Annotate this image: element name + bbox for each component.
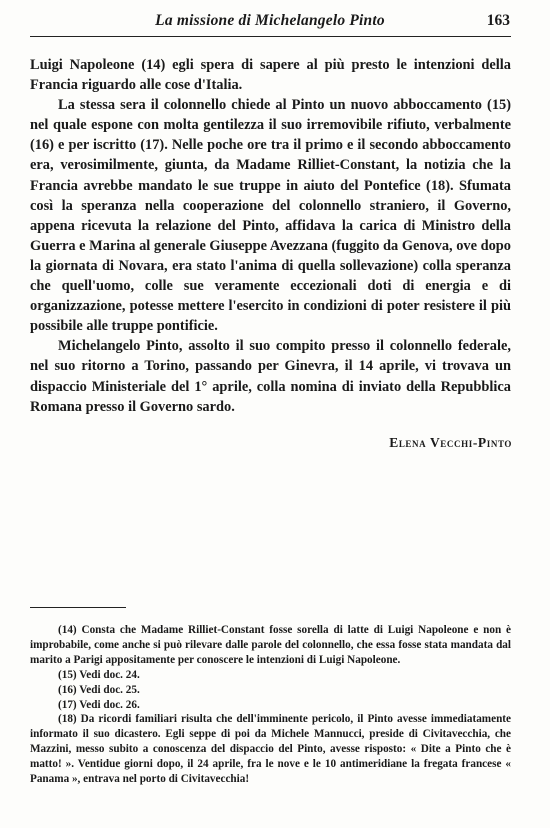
main-text xyxy=(30,55,511,417)
author-signature: Elena Vecchi-Pinto xyxy=(389,435,512,450)
paragraph-continuation: Luigi Napoleone (14) egli spera di sapere al più presto le intenzioni della Francia riguardo alle cose d'Italia. xyxy=(30,57,511,94)
footnote-rule xyxy=(30,607,126,608)
footnote: (15) Vedi doc. 24. xyxy=(58,668,140,681)
header-rule xyxy=(30,36,511,37)
paragraph: Michelangelo Pinto, assolto il suo compito presso il colonnello federale, nel suo ritorno a Torino, passando per Ginevra, il 14 aprile, vi trovava un dispaccio Ministeriale del 1° aprile, colla nomina di inviato della Repubblica Romana presso il Governo sardo. xyxy=(30,338,511,415)
footnote: (17) Vedi doc. 26. xyxy=(58,698,140,711)
footnotes xyxy=(30,623,511,787)
paragraph: La stessa sera il colonnello chiede al Pinto un nuovo abboccamento (15) nel quale espone con molta gentilezza il suo irremovibile rifiuto, verbalmente (16) e per iscritto (17). Nelle poche ore tra il primo e il secondo abboccamento era, verosimilmente, giunta, da Madame Rilliet-Constant, la notizia che la Francia avrebbe mandato le sue truppe in aiuto del Pontefice (18). Sfumata così la speranza nella cooperazione del colonnello straniero, il Governo, appena ricevuta la relazione del Pinto, affidava la carica di Ministro della Guerra e Marina al generale Giuseppe Avezzana (fuggito da Genova, ove dopo la giornata di Novara, era stato l'anima di quella sollevazione) colla speranza che quell'uomo, colle sue veramente eccezionali doti di energia e di organizzazione, potesse mettere l'esercito in condizioni di poter resistere il più possibile alle truppe pontificie. xyxy=(30,97,511,335)
footnote: (16) Vedi doc. 25. xyxy=(58,683,140,696)
footnote: (14) Consta che Madame Rilliet-Constant fosse sorella di latte di Luigi Napoleone e non è improbabile, come anche si può rilevare dalle parole del colonnello, che essa fosse stata mandata dal marito a Parigi appositamente per conoscere le intenzioni di Luigi Napoleone. xyxy=(30,624,511,666)
footnote: (18) Da ricordi familiari risulta che dell'imminente pericolo, il Pinto avesse immediatamente informato il suo dicastero. Egli seppe di poi da Michele Mannucci, preside di Civitavecchia, che Mazzini, messo subito a conoscenza del dispaccio del Pinto, avesse risposto: « Dite a Pinto che è matto! ». Ventidue giorni dopo, il 24 aprile, fra le nove e le 10 antimeridiane la fregata francese « Panama », entrava nel porto di Civitavecchia! xyxy=(30,713,511,786)
running-header xyxy=(30,12,510,38)
page-number: 163 xyxy=(486,12,510,29)
running-title: La missione di Michelangelo Pinto xyxy=(155,12,385,29)
